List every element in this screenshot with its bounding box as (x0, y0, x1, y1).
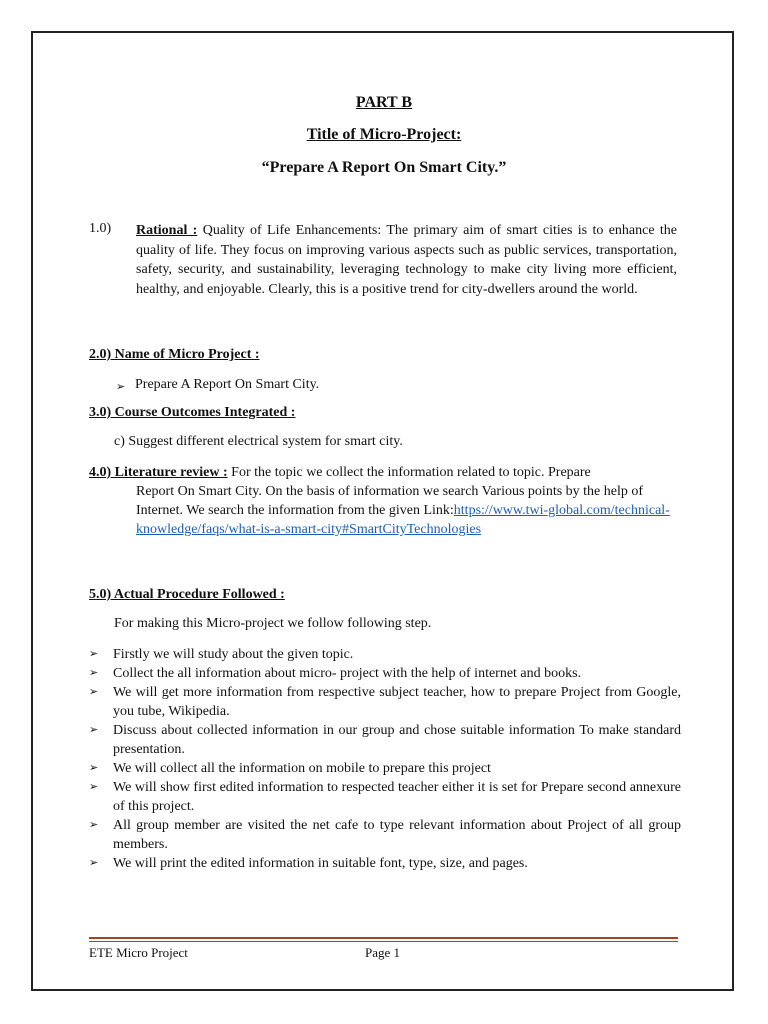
title-label: Title of Micro-Project: (306, 126, 462, 143)
literature-first-line: For the topic we collect the information related to topic. Prepare (227, 465, 591, 480)
rational-text: Quality of Life Enhancements: The primary aim of smart cities is to enhance the quality of life. They focus on improving various aspects such as public services, transportation, safety, security, and sustainability, leveraging technology to make city living more efficient, healthy, and enjoyable. Clearly, this is a positive trend for city-dwellers around the world. (136, 223, 678, 297)
procedure-intro: For making this Micro-project we follow following step. (114, 616, 432, 631)
list-item: ➢ Discuss about collected information in our group and chose suitable information To make standard presentation. (89, 723, 681, 757)
page-number: Page 1 (365, 945, 401, 960)
bullet-arrow-icon: ➢ (116, 381, 126, 393)
list-item: ➢ We will get more information from respective subject teacher, how to prepare Project from Google, you tube, Wikipedia. (89, 685, 681, 719)
literature-body (89, 482, 681, 539)
list-item: ➢ Collect the all information about micro- project with the help of internet and books. (89, 666, 582, 681)
bullet-arrow-icon: ➢ (89, 819, 99, 831)
bullet-arrow-icon: ➢ (89, 857, 99, 869)
section-procedure-heading: 5.0) Actual Procedure Followed : (89, 587, 285, 602)
rational-paragraph (136, 221, 677, 299)
footer-rule-thick (89, 937, 678, 939)
list-item: ➢ We will show first edited information to respected teacher either it is set for Prepare second annexure of this project. (89, 780, 681, 814)
rational-label: Rational : (136, 223, 198, 238)
footer-label: ETE Micro Project (89, 945, 188, 960)
bullet-arrow-icon: ➢ (89, 686, 99, 698)
bullet-arrow-icon: ➢ (89, 648, 99, 660)
list-item: ➢ We will print the edited information in suitable font, type, size, and pages. (89, 856, 528, 871)
bullet-arrow-icon: ➢ (89, 724, 99, 736)
section-outcomes-heading: 3.0) Course Outcomes Integrated : (89, 405, 296, 420)
list-item: ➢ We will collect all the information on mobile to prepare this project (89, 761, 491, 776)
part-heading: PART B (355, 94, 413, 111)
literature-text: Report On Smart City. On the basis of information we search Various points by the help of Internet. We search the information from the given Link: (136, 484, 644, 518)
literature-label: 4.0) Literature review : (89, 465, 228, 480)
footer-rule-thin (89, 941, 678, 942)
project-name-bullet: Prepare A Report On Smart City. (135, 377, 320, 392)
bullet-arrow-icon: ➢ (89, 667, 99, 679)
list-item: ➢ All group member are visited the net cafe to type relevant information about Project of all group members. (89, 818, 681, 852)
outcome-text: c) Suggest different electrical system for smart city. (114, 434, 403, 449)
bullet-arrow-icon: ➢ (89, 762, 99, 774)
bullet-arrow-icon: ➢ (89, 781, 99, 793)
project-title: “Prepare A Report On Smart City.” (261, 159, 507, 176)
procedure-steps (89, 645, 681, 873)
list-item: ➢ Firstly we will study about the given topic. (89, 647, 354, 662)
section-literature (89, 463, 681, 539)
reference-link[interactable]: https://www.twi-global.com/technical-knowledge/faqs/what-is-a-smart-city#SmartCityTechnologies (136, 503, 670, 537)
section-name-heading: 2.0) Name of Micro Project : (89, 347, 260, 362)
section-number: 1.0) (89, 221, 112, 236)
